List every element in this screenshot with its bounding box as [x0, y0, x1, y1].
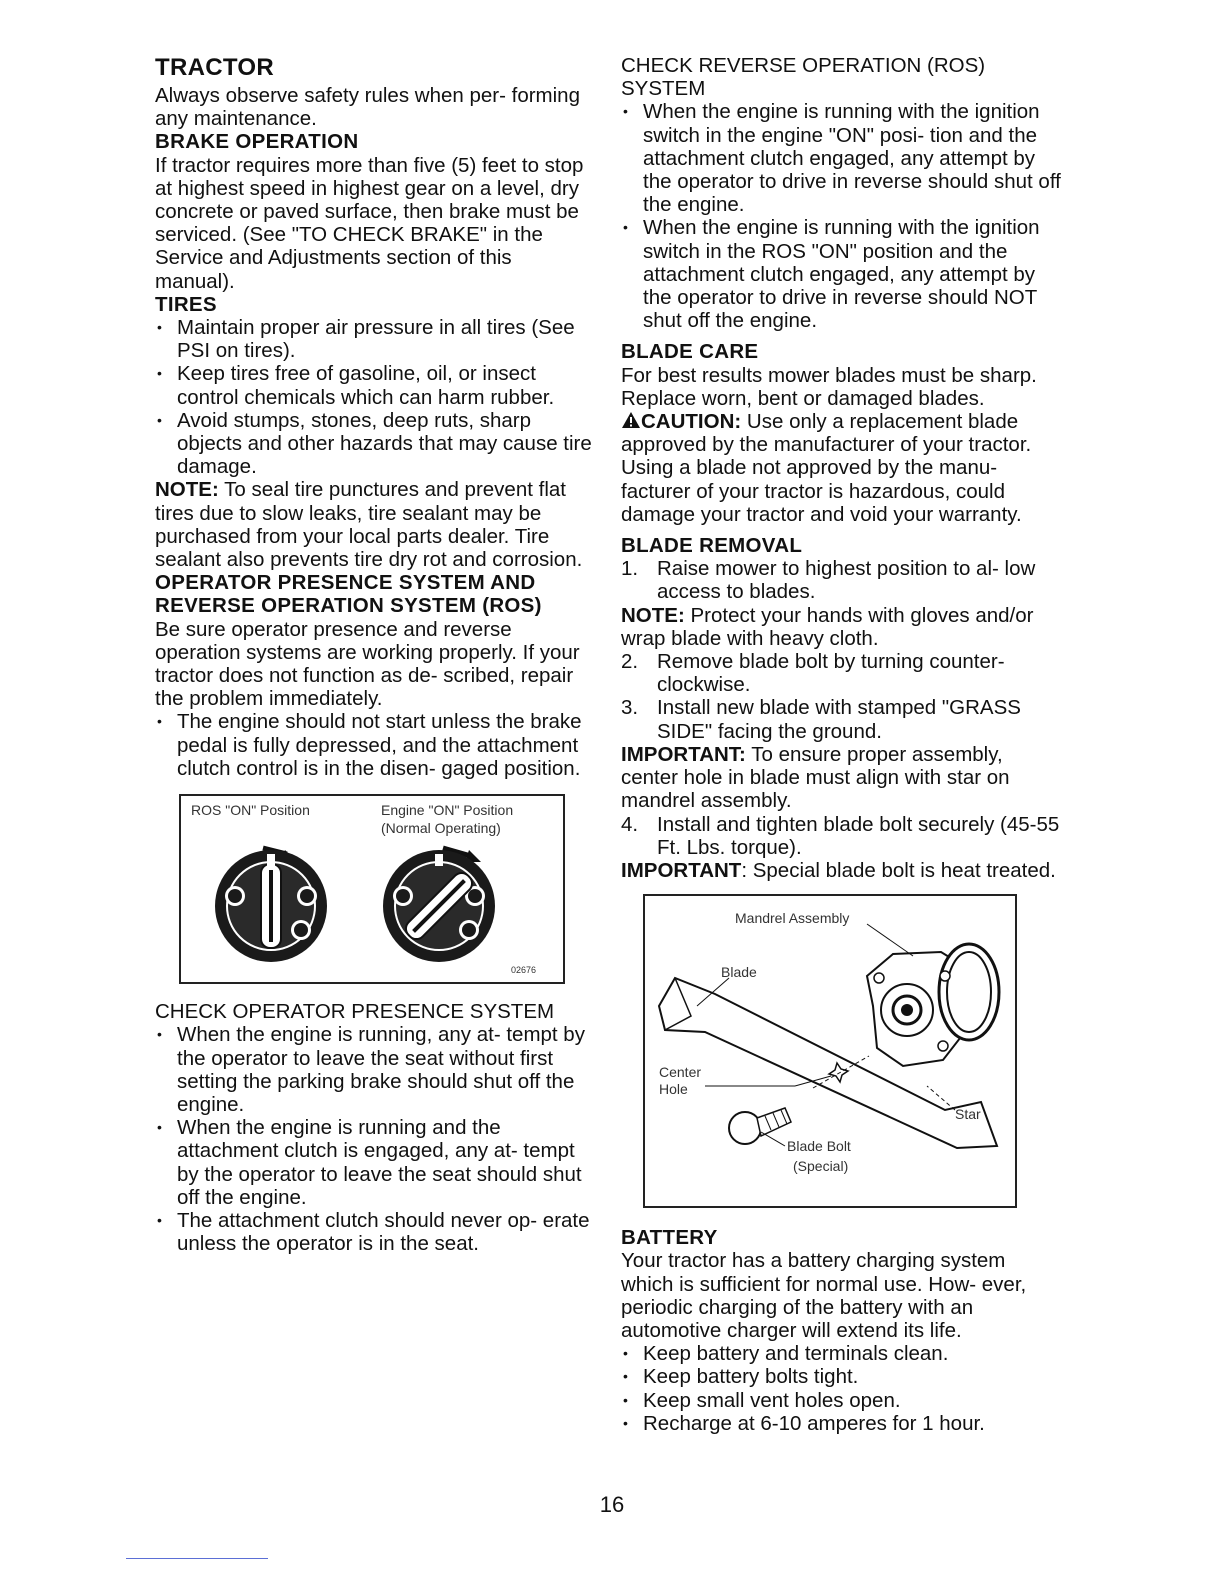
step-text: Remove blade bolt by turning counter- clockwise.	[657, 650, 1005, 697]
list-item: • Keep tires free of gasoline, oil, or insect control chemicals which can harm rubber.	[155, 362, 595, 408]
important-note-2	[621, 859, 1061, 882]
list-item: • Keep small vent holes open.	[621, 1389, 1061, 1412]
note-text: To seal tire punctures and prevent flat tires due to slow leaks, tire sealant may be purchased from your local parts dealer. Tire sealant also prevents tire dry rot and corrosion.	[155, 478, 583, 572]
important-label: IMPORTANT:	[621, 742, 746, 766]
list-item: • The attachment clutch should never op- erate unless the operator is in the seat.	[155, 1209, 595, 1255]
step-number: 4.	[621, 812, 639, 836]
right-column	[621, 50, 1061, 1435]
step-number: 1.	[621, 557, 639, 581]
blade-bolt-sublabel: (Special)	[793, 1158, 849, 1175]
note-label: NOTE:	[155, 478, 219, 502]
tractor-heading: TRACTOR	[155, 54, 274, 81]
list-item: • Keep battery bolts tight.	[621, 1365, 1061, 1388]
list-item: • Avoid stumps, stones, deep ruts, sharp objects and other hazards that may cause tire damage.	[155, 409, 595, 479]
check-ros-heading: CHECK REVERSE OPERATION (ROS) SYSTEM	[621, 54, 986, 101]
tires-list	[155, 316, 595, 478]
important-note-1	[621, 743, 1061, 813]
caution-paragraph	[621, 410, 1061, 526]
list-item: • Maintain proper air pressure in all tires (See PSI on tires).	[155, 316, 595, 362]
step-number: 3.	[621, 696, 639, 720]
list-item: • Keep battery and terminals clean.	[621, 1342, 1061, 1365]
battery-heading: BATTERY	[621, 1226, 718, 1250]
list-item: • The engine should not start unless the brake pedal is fully depressed, and the attachment clutch control is in the disen- gaged position.	[155, 710, 595, 780]
note-text: Protect your hands with gloves and/or wrap blade with heavy cloth.	[621, 603, 1034, 650]
step-text: Install and tighten blade bolt securely (45-55 Ft. Lbs. torque).	[657, 812, 1060, 859]
blade-care-text: For best results mower blades must be sharp. Replace worn, bent or damaged blades.	[621, 363, 1037, 410]
step-text: Install new blade with stamped "GRASS SIDE" facing the ground.	[657, 696, 1021, 743]
note-label: NOTE:	[621, 603, 685, 627]
engine-on-caption: Engine "ON" Position	[381, 802, 514, 819]
center-label: Center	[659, 1064, 702, 1081]
ros-switch-icon	[215, 848, 327, 962]
blade-care-heading: BLADE CARE	[621, 340, 759, 364]
engine-on-subcaption: (Normal Operating)	[381, 820, 501, 837]
caution-text: Use only a replacement blade approved by the manufacturer of your tractor. Using a blade not approved by the manu- facturer of your tractor is hazardous, could damage your tractor and void your warranty.	[621, 410, 1032, 526]
list-item: • When the engine is running with the ignition switch in the ROS "ON" position and the attachment clutch engaged, any attempt by the operator to drive in reverse should NOT shut off the engine.	[621, 216, 1061, 332]
tires-heading: TIRES	[155, 292, 217, 316]
star-label: Star	[955, 1106, 981, 1123]
mandrel-assembly-label: Mandrel Assembly	[735, 910, 850, 927]
ops-list	[155, 710, 595, 780]
hole-label: Hole	[659, 1081, 688, 1098]
list-item	[621, 813, 1061, 859]
warning-triangle-icon	[621, 411, 641, 429]
part-code: 02676	[511, 965, 537, 976]
removal-note	[621, 604, 1061, 650]
caution-label: CAUTION:	[641, 410, 742, 434]
step-text: Raise mower to highest position to al- low access to blades.	[657, 557, 1036, 604]
check-ops-heading: CHECK OPERATOR PRESENCE SYSTEM	[155, 1000, 555, 1024]
blade-bolt-icon	[729, 1108, 791, 1144]
list-item: • Recharge at 6-10 amperes for 1 hour.	[621, 1412, 1061, 1435]
important-text: : Special blade bolt is heat treated.	[741, 858, 1056, 882]
list-item: • When the engine is running and the attachment clutch is engaged, any at- tempt by the operator to leave the seat should shut off the engine.	[155, 1116, 595, 1209]
important-text: To ensure proper assembly, center hole in blade must align with star on mandrel assembly.	[621, 742, 1010, 813]
blade-removal-heading: BLADE REMOVAL	[621, 534, 803, 558]
tire-note	[155, 478, 595, 571]
check-ops-list	[155, 1023, 595, 1255]
footer-rule	[126, 1558, 268, 1559]
blade-removal-steps-1	[621, 557, 1061, 603]
ignition-switch-figure	[179, 794, 565, 984]
blade-assembly-figure	[643, 894, 1017, 1208]
blade-bolt-label: Blade Bolt	[787, 1138, 851, 1155]
list-item: • When the engine is running, any at- tempt by the operator to leave the seat without first setting the parking brake should shut off the engine.	[155, 1023, 595, 1116]
brake-operation-heading: BRAKE OPERATION	[155, 130, 359, 154]
blade-removal-steps-2	[621, 650, 1061, 743]
list-item	[621, 650, 1061, 696]
left-column	[155, 50, 595, 1255]
brake-operation-text: If tractor requires more than five (5) feet to stop at highest speed in highest gear on a level, dry concrete or paved surface, then brake must be serviced. (See "TO CHECK BRAKE" in the Service and Adjustments section of this manual).	[155, 153, 584, 293]
page-number: 16	[599, 1492, 625, 1517]
battery-text: Your tractor has a battery charging system which is sufficient for normal use. How- ever, periodic charging of the battery with an automotive charger will extend its life.	[621, 1249, 1027, 1342]
battery-list	[621, 1342, 1061, 1435]
ros-on-caption: ROS "ON" Position	[191, 802, 310, 819]
important-label: IMPORTANT	[621, 858, 742, 882]
ignition-switch-illustration	[181, 796, 563, 982]
engine-switch-icon	[383, 848, 495, 962]
list-item	[621, 696, 1061, 742]
list-item	[621, 557, 1061, 603]
check-ros-list	[621, 100, 1061, 332]
blade-removal-steps-3	[621, 813, 1061, 859]
ops-text: Be sure operator presence and reverse operation systems are working properly. If your tractor does not function as de- scribed, repair the problem immediately.	[155, 617, 580, 711]
list-item: • When the engine is running with the ignition switch in the engine "ON" posi- tion and the attachment clutch engaged, any attempt by the operator to drive in reverse should shut off the engine.	[621, 100, 1061, 216]
ops-heading: OPERATOR PRESENCE SYSTEM AND REVERSE OPERATION SYSTEM (ROS)	[155, 571, 542, 618]
tractor-intro: Always observe safety rules when per- forming any maintenance.	[155, 84, 580, 131]
blade-label: Blade	[721, 964, 757, 981]
step-number: 2.	[621, 650, 639, 674]
